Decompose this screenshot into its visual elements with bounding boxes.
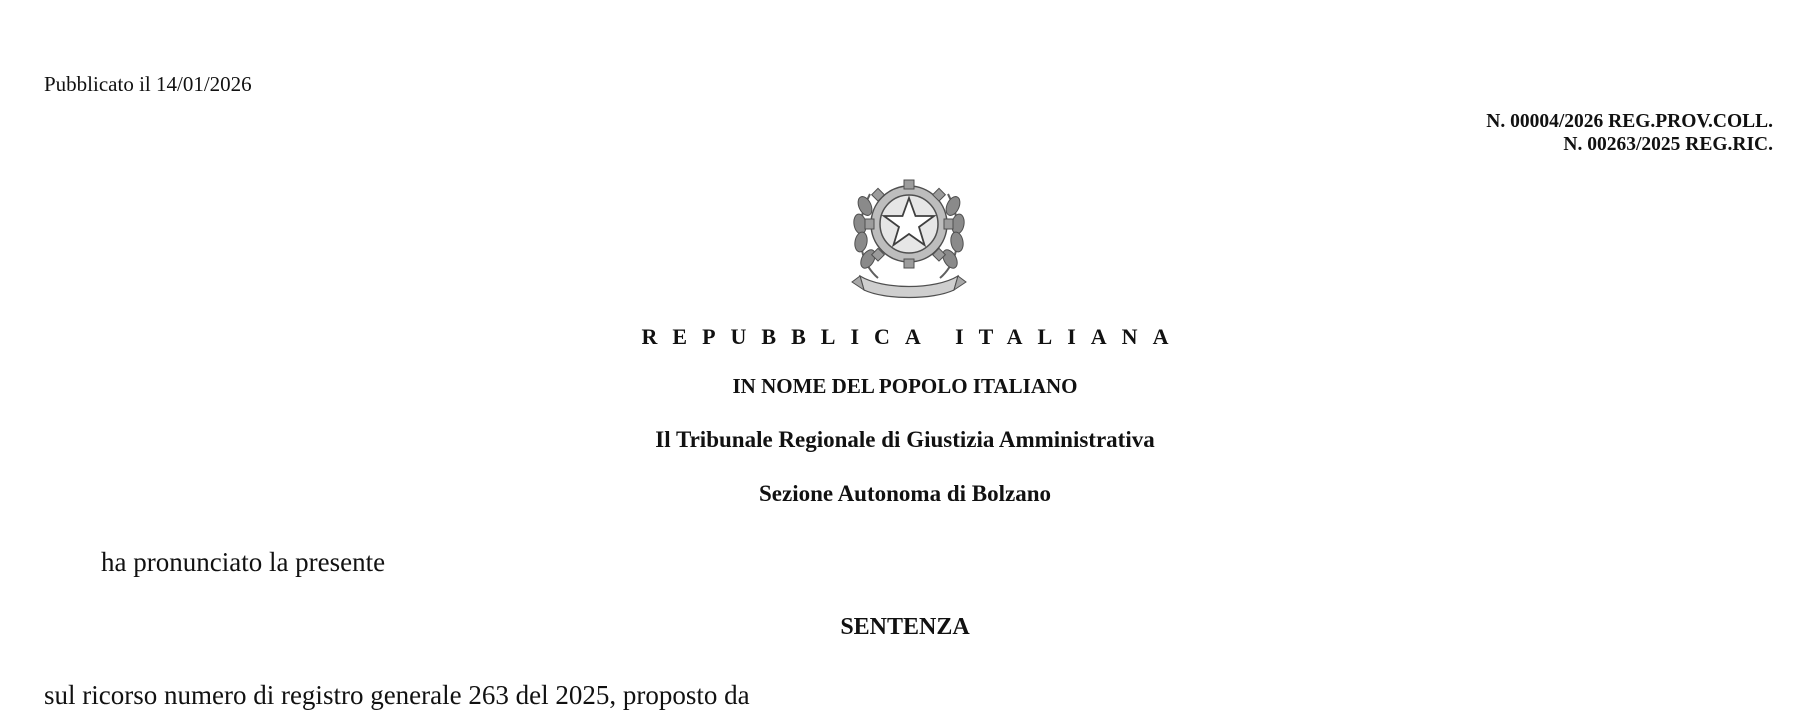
publication-date: Pubblicato il 14/01/2026 (44, 72, 252, 96)
registry-number-coll: N. 00004/2026 REG.PROV.COLL. (1486, 111, 1773, 132)
pronouncement-text: ha pronunciato la presente (101, 547, 386, 577)
people-heading: IN NOME DEL POPOLO ITALIANO (732, 374, 1078, 398)
sentence-title: SENTENZA (840, 614, 970, 640)
registry-number-ric: N. 00263/2025 REG.RIC. (1563, 134, 1773, 155)
court-section: Sezione Autonoma di Bolzano (758, 481, 1051, 506)
registry-numbers (1486, 110, 1773, 156)
republic-heading: REPUBBLICA ITALIANA (641, 324, 1184, 349)
appeal-text: sul ricorso numero di registro generale 263 del 2025, proposto da (44, 680, 750, 710)
italian-republic-emblem-icon (848, 166, 970, 302)
court-name: Il Tribunale Regionale di Giustizia Amministrativa (655, 427, 1155, 452)
